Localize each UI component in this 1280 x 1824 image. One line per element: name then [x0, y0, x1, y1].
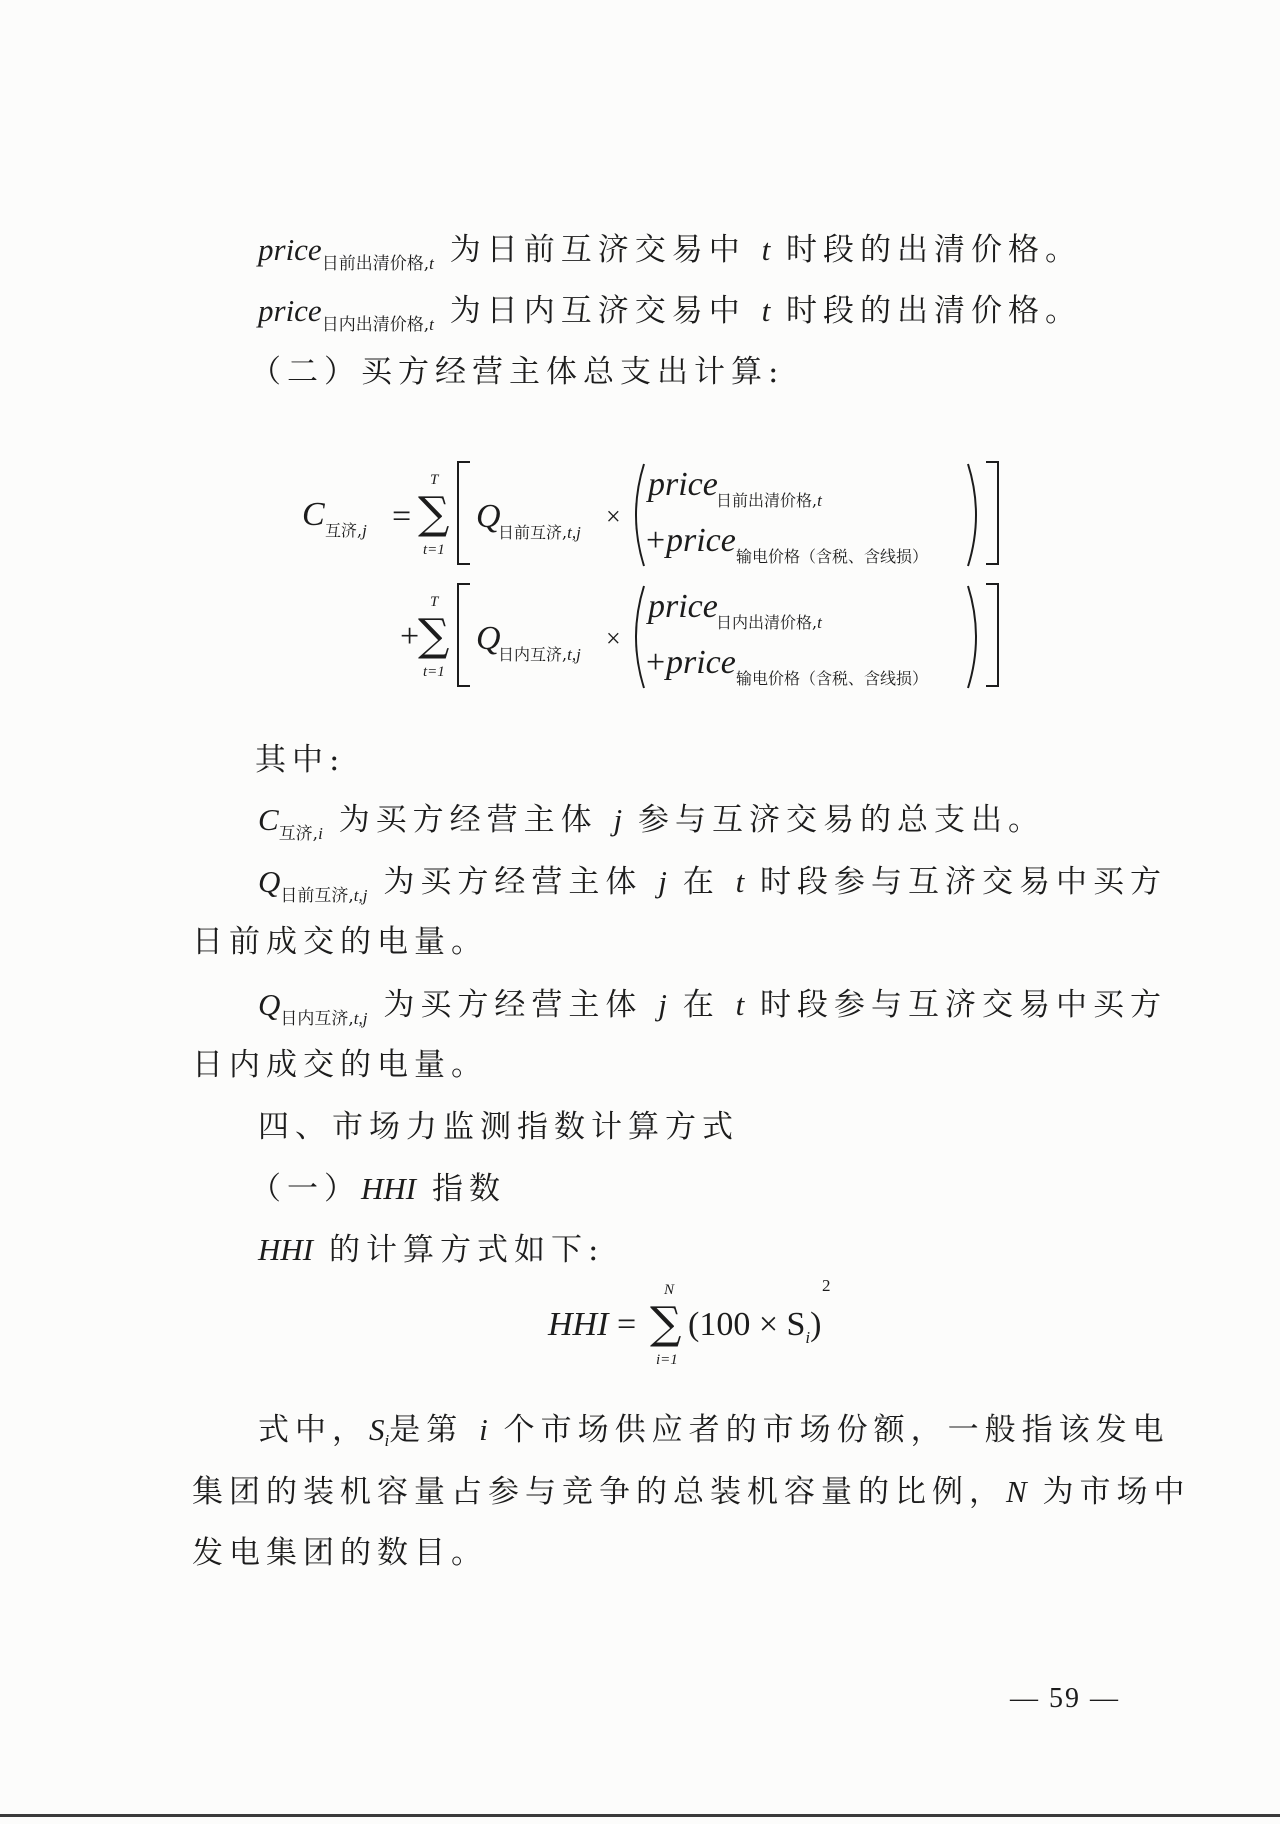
formula-Q2-subv: t,j	[567, 645, 581, 664]
formula-Q-day-ahead: Q	[476, 498, 501, 535]
definition-tail: 时段参与互济交易中买方	[760, 864, 1168, 900]
subscript-var: t,j	[353, 1009, 368, 1028]
hhi-intro	[258, 1230, 604, 1270]
section-heading-buyer-expense: （二）买方经营主体总支出计算:	[250, 354, 785, 390]
sum-sigma-icon: ∑	[418, 488, 450, 539]
definition-Q-day-ahead	[258, 862, 1167, 907]
hhi-intro-text: 的计算方式如下:	[328, 1232, 605, 1268]
hhi-explanation	[258, 1410, 1170, 1455]
var-t: t	[761, 293, 771, 328]
var-j: j	[613, 802, 623, 837]
subsection-prefix: （一）	[250, 1171, 361, 1207]
price-symbol: price	[258, 232, 322, 267]
hhi-sum-sigma-icon: ∑	[650, 1298, 682, 1349]
S-symbol: S	[369, 1412, 385, 1447]
price-symbol: price	[258, 293, 322, 328]
formula-C-subv: j	[362, 521, 367, 540]
formula-price-sub: 日前出清价格,	[716, 491, 818, 510]
left-paren-icon	[624, 460, 648, 570]
formula-price-transmission-2: price	[666, 644, 736, 681]
subscript: 日内互济,	[280, 1009, 354, 1029]
definition-Q-intraday-cont: 日内成交的电量。	[192, 1047, 488, 1083]
HHI-symbol: HHI	[361, 1171, 417, 1206]
definition-tail: 时段的出清价格。	[786, 293, 1083, 329]
subscript-var: t,j	[353, 886, 368, 905]
HHI-symbol: HHI	[258, 1232, 314, 1267]
definition-mid: 在	[682, 864, 720, 900]
formula-price-day-ahead: price	[648, 466, 718, 503]
sum-sigma-icon-2: ∑	[418, 610, 450, 661]
var-t: t	[761, 232, 771, 267]
subsection-heading-hhi	[250, 1169, 506, 1209]
sum-upper-limit: T	[430, 472, 439, 488]
formula-Q-sub: 日前互济,	[498, 523, 568, 542]
formula-plus-3: +	[646, 644, 666, 681]
page-bottom-edge	[0, 1814, 1280, 1817]
hhi-explanation-cont	[192, 1472, 1191, 1512]
hhi-body-sub: i	[805, 1327, 811, 1347]
formula-price3-sub: 日内出清价格,	[716, 613, 818, 632]
explanation-cont-b: 为市场中	[1042, 1474, 1191, 1510]
section-heading-market-power: 四、市场力监测指数计算方式	[258, 1109, 739, 1145]
hhi-sum-upper: N	[664, 1282, 675, 1298]
formula-price-intraday: price	[648, 588, 718, 625]
definition-tail: 时段参与互济交易中买方	[760, 987, 1168, 1023]
left-bracket-icon-2	[452, 580, 474, 690]
page-number: — 59 —	[1010, 1683, 1120, 1714]
formula-price3-subv: t	[817, 613, 822, 632]
sum-lower-limit: t=1	[423, 542, 445, 558]
formula-Q2-sub: 日内互济,	[498, 645, 568, 664]
definition-price-day-ahead	[258, 230, 1082, 275]
hhi-exponent: 2	[822, 1276, 831, 1295]
formula-Q-intraday: Q	[476, 620, 501, 657]
Q-symbol: Q	[258, 864, 281, 899]
definition-text: 为买方经营主体	[383, 864, 643, 900]
left-paren-icon-2	[624, 582, 648, 692]
explanation-prefix: 式中，	[258, 1412, 369, 1448]
formula-equals-hhi: =	[617, 1306, 637, 1343]
formula-Q-subv: t,j	[567, 523, 581, 542]
definition-mid: 在	[682, 987, 720, 1023]
definition-tail: 时段的出清价格。	[786, 232, 1083, 268]
definition-text: 为买方经营主体	[338, 802, 598, 838]
definition-Q-intraday	[258, 985, 1167, 1030]
left-bracket-icon	[452, 458, 474, 568]
subsection-tail: 指数	[431, 1171, 506, 1207]
subscript: 日前互济,	[280, 886, 354, 906]
where-label: 其中:	[255, 742, 346, 778]
var-N: N	[1006, 1474, 1027, 1509]
hhi-explanation-end: 发电集团的数目。	[192, 1535, 488, 1571]
definition-tail: 参与互济交易的总支出。	[638, 802, 1046, 838]
formula-plus: +	[646, 522, 666, 559]
subscript-var: t	[429, 315, 434, 334]
var-t: t	[735, 987, 745, 1022]
definition-C	[258, 800, 1045, 845]
formula-price-subv: t	[817, 491, 822, 510]
var-t: t	[735, 864, 745, 899]
hhi-sum-lower: i=1	[656, 1352, 678, 1368]
formula-HHI: HHI	[548, 1306, 609, 1343]
S-subscript: i	[384, 1431, 390, 1450]
formula-C-sub: 互济,	[325, 521, 363, 540]
Q-symbol: Q	[258, 987, 281, 1022]
explanation-text-a: 是第	[389, 1412, 464, 1448]
definition-text: 为日前互济交易中	[449, 232, 746, 268]
formula-transmission-sub: 输电价格（含税、含线损）	[736, 549, 929, 566]
formula-times: ×	[606, 502, 621, 531]
definition-text: 为买方经营主体	[383, 987, 643, 1023]
formula-transmission-sub-2: 输电价格（含税、含线损）	[736, 671, 929, 688]
C-symbol: C	[258, 802, 279, 837]
formula-equals: =	[392, 498, 412, 535]
var-j: j	[658, 864, 667, 899]
definition-price-intraday	[258, 291, 1082, 336]
var-j: j	[658, 987, 667, 1022]
formula-price-transmission: price	[666, 522, 736, 559]
sum-lower-limit-2: t=1	[423, 664, 445, 680]
subscript: 日内出清价格,	[321, 315, 430, 335]
right-bracket-icon-2	[982, 580, 1004, 690]
explanation-text-b: 个市场供应者的市场份额，一般指该发电	[503, 1412, 1170, 1448]
subscript: 互济,	[278, 824, 319, 844]
subscript-var: i	[318, 824, 323, 843]
formula-plus-2: +	[400, 618, 420, 655]
sum-upper-limit-2: T	[430, 594, 439, 610]
definition-Q-day-ahead-cont: 日前成交的电量。	[192, 924, 488, 960]
formula-C: C	[302, 496, 325, 533]
formula-times-2: ×	[606, 624, 621, 653]
var-i: i	[479, 1412, 488, 1447]
explanation-cont-a: 集团的装机容量占参与竞争的总装机容量的比例，	[192, 1474, 1006, 1510]
hhi-body: (100 × S	[688, 1306, 806, 1343]
subscript: 日前出清价格,	[321, 254, 430, 274]
hhi-close-paren: )	[810, 1306, 822, 1343]
subscript-var: t	[429, 254, 434, 273]
definition-text: 为日内互济交易中	[449, 293, 746, 329]
right-bracket-icon	[982, 458, 1004, 568]
